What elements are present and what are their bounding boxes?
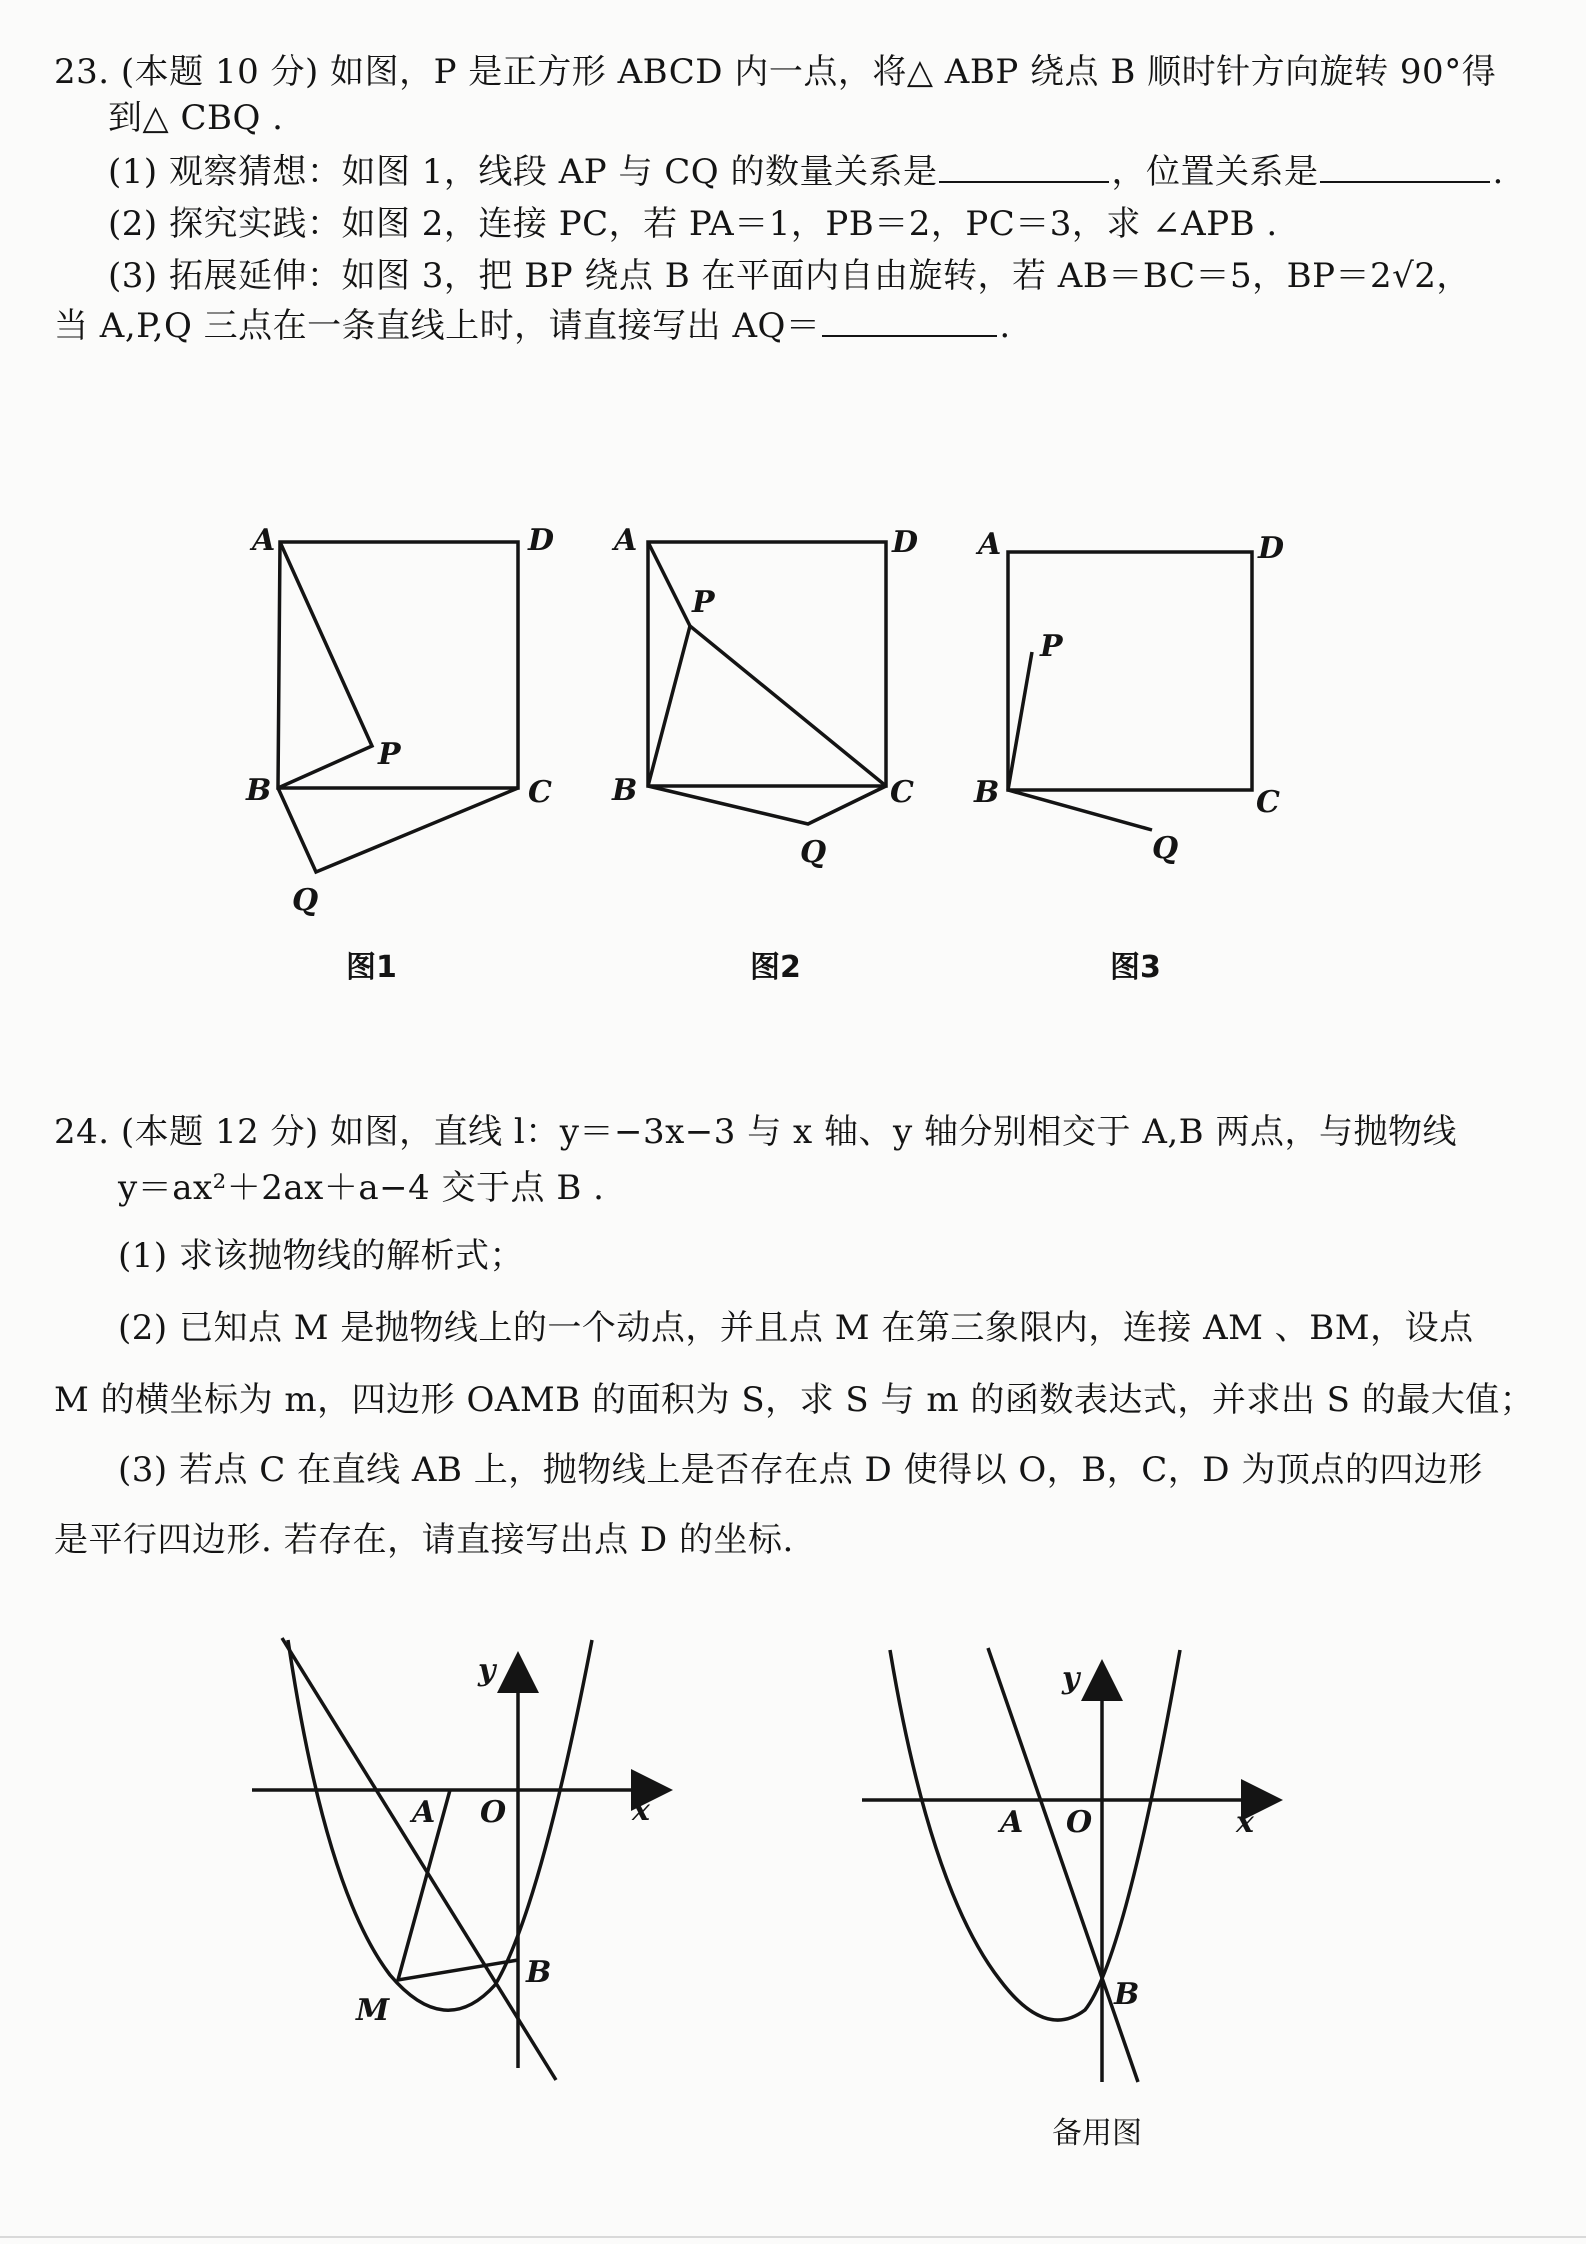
figure-2-svg xyxy=(600,510,960,910)
label-x: x xyxy=(632,1793,650,1828)
q23-part1-text-b: ，位置关系是 xyxy=(1111,152,1319,192)
label-a: A xyxy=(614,523,638,558)
q23-part2: (2) 探究实践：如图 2，连接 PC，若 PA＝1，PB＝2，PC＝3，求 ∠APB . xyxy=(108,204,1278,244)
figure-q24-spare xyxy=(850,1630,1290,2090)
label-q: Q xyxy=(800,835,827,870)
label-q: Q xyxy=(1152,831,1179,866)
label-d: D xyxy=(1258,531,1285,566)
label-p: P xyxy=(378,737,401,772)
figure-q24-main xyxy=(240,1620,680,2090)
q24-header-cont: y＝ax²＋2ax＋a−4 交于点 B . xyxy=(118,1168,605,1208)
label-b: B xyxy=(974,775,1000,810)
label-a: A xyxy=(1000,1805,1024,1840)
q23-part1-text-a: (1) 观察猜想：如图 1，线段 AP 与 CQ 的数量关系是 xyxy=(108,152,938,192)
q23-part3-cont xyxy=(54,306,1011,346)
label-d: D xyxy=(528,523,555,558)
segment-bq xyxy=(1008,790,1152,830)
label-o: O xyxy=(480,1795,507,1830)
label-a: A xyxy=(978,527,1002,562)
segment-ap-pb xyxy=(278,542,372,788)
segment-pb xyxy=(648,626,690,786)
segment-bq-qc xyxy=(278,788,518,872)
figure-3 xyxy=(960,510,1300,910)
label-y: y xyxy=(478,1653,496,1688)
line-l xyxy=(988,1648,1138,2082)
parabola xyxy=(890,1650,1180,2020)
square-abcd xyxy=(648,542,886,786)
square-abcd xyxy=(1008,552,1252,790)
label-b: B xyxy=(1114,1977,1140,2012)
answer-blank-aq[interactable] xyxy=(822,307,997,337)
figure-2-caption: 图2 xyxy=(750,950,801,985)
q24-part2-cont: M 的横坐标为 m，四边形 OAMB 的面积为 S，求 S 与 m 的函数表达式，并求出 S 的最大值； xyxy=(54,1380,1535,1420)
figure-q24-spare-caption: 备用图 xyxy=(1052,2116,1142,2151)
page-bottom-rule xyxy=(0,2236,1586,2238)
label-o: O xyxy=(1066,1805,1093,1840)
figure-2 xyxy=(600,510,960,910)
label-c: C xyxy=(1256,785,1280,820)
q24-part3-cont: 是平行四边形. 若存在，请直接写出点 D 的坐标. xyxy=(54,1520,794,1560)
label-b: B xyxy=(612,773,638,808)
q23-part3-end: . xyxy=(999,306,1011,346)
figure-1-svg xyxy=(230,510,590,930)
label-y: y xyxy=(1062,1661,1080,1696)
label-b: B xyxy=(246,773,272,808)
segment-bp xyxy=(1008,652,1032,790)
segment-ap-pc xyxy=(648,542,886,786)
figure-q24-main-svg xyxy=(240,1620,680,2090)
label-p: P xyxy=(692,585,715,620)
figure-1 xyxy=(230,510,590,930)
label-m: M xyxy=(356,1993,390,2028)
label-d: D xyxy=(892,525,919,560)
q24-part3: (3) 若点 C 在直线 AB 上，抛物线上是否存在点 D 使得以 O，B，C，D 为顶点的四边形 xyxy=(118,1450,1483,1490)
q23-part3-cont-text: 当 A,P,Q 三点在一条直线上时，请直接写出 AQ＝ xyxy=(54,306,821,346)
label-p: P xyxy=(1040,629,1063,664)
q24-part1: (1) 求该抛物线的解析式； xyxy=(118,1236,524,1276)
q23-header: 23. (本题 10 分) 如图，P 是正方形 ABCD 内一点，将△ ABP 绕点 B 顺时针方向旋转 90°得 xyxy=(54,52,1497,92)
q24-header: 24. (本题 12 分) 如图，直线 l：y＝−3x−3 与 x 轴、y 轴分别相交于 A,B 两点，与抛物线 xyxy=(54,1112,1457,1152)
segment-bq-qc xyxy=(648,786,886,824)
figure-3-caption: 图3 xyxy=(1110,950,1161,985)
answer-blank-quantity[interactable] xyxy=(939,153,1109,183)
line-l xyxy=(282,1638,556,2080)
answer-blank-position[interactable] xyxy=(1320,153,1490,183)
figure-3-svg xyxy=(960,510,1300,910)
q23-part1-end: . xyxy=(1492,152,1504,192)
q24-part2: (2) 已知点 M 是抛物线上的一个动点，并且点 M 在第三象限内，连接 AM 、BM，设点 xyxy=(118,1308,1474,1348)
figure-q24-spare-svg xyxy=(850,1630,1290,2090)
q23-part3: (3) 拓展延伸：如图 3，把 BP 绕点 B 在平面内自由旋转，若 AB＝BC＝5，BP＝2√2， xyxy=(108,256,1471,296)
q23-header-cont: 到△ CBQ . xyxy=(108,98,284,138)
label-b: B xyxy=(526,1955,552,1990)
figure-1-caption: 图1 xyxy=(346,950,397,985)
q23-part1 xyxy=(108,152,1504,192)
label-c: C xyxy=(890,775,914,810)
label-q: Q xyxy=(292,883,319,918)
label-a: A xyxy=(412,1795,436,1830)
label-c: C xyxy=(528,775,552,810)
label-x: x xyxy=(1236,1805,1254,1840)
label-a: A xyxy=(252,523,276,558)
